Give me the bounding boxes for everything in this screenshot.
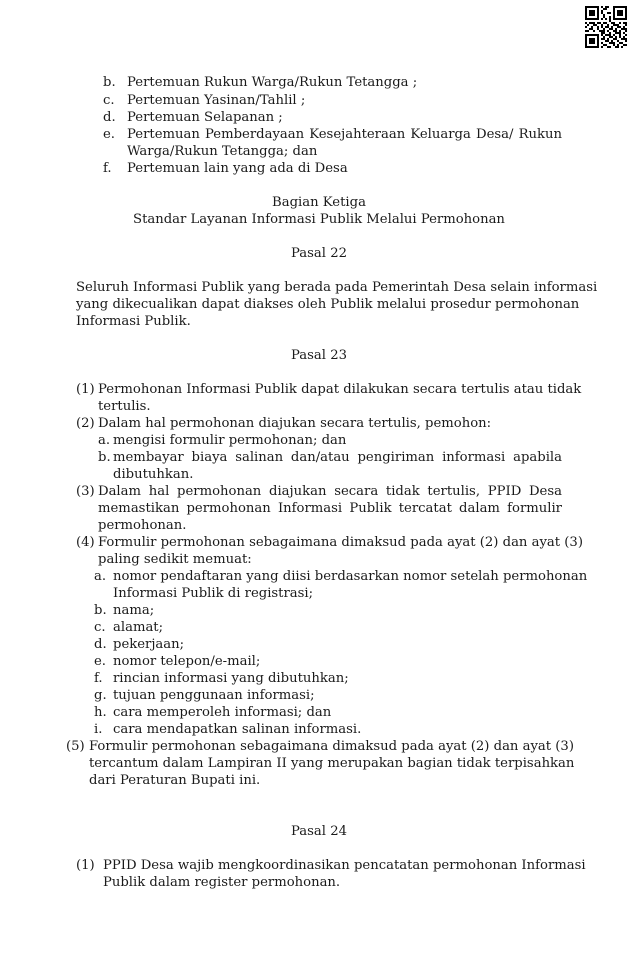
list-item-continued: Informasi Publik di registrasi; xyxy=(113,586,314,601)
list-item: cara mendapatkan salinan informasi. xyxy=(113,722,362,737)
ayat-line: Dalam hal permohonan diajukan secara tertulis, pemohon: xyxy=(98,416,492,431)
list-marker: f. xyxy=(103,161,112,176)
ayat-line: Formulir permohonan sebagaimana dimaksud pada ayat (2) dan ayat (3) xyxy=(89,739,574,754)
list-marker: b. xyxy=(103,75,116,90)
ayat-line: dari Peraturan Bupati ini. xyxy=(89,773,261,788)
list-marker: g. xyxy=(94,688,107,703)
list-item: nomor pendaftaran yang diisi berdasarkan nomor setelah permohonan xyxy=(113,569,588,584)
ayat-line: PPID Desa wajib mengkoordinasikan pencatatan permohonan Informasi xyxy=(103,858,586,873)
list-item: Pertemuan Pemberdayaan Kesejahteraan Keluarga Desa/ Rukun xyxy=(127,127,562,142)
ayat-line: paling sedikit memuat: xyxy=(98,552,252,567)
ayat-number: (3) xyxy=(76,484,95,499)
ayat-line: Dalam hal permohonan diajukan secara tidak tertulis, PPID Desa xyxy=(98,484,562,499)
list-marker: a. xyxy=(98,433,111,448)
list-item-continued: dibutuhkan. xyxy=(113,467,194,482)
paragraph-line: Seluruh Informasi Publik yang berada pada Pemerintah Desa selain informasi xyxy=(76,280,598,295)
list-marker: c. xyxy=(94,620,106,635)
ayat-line: memastikan permohonan Informasi Publik tercatat dalam formulir xyxy=(98,501,562,516)
list-item: Pertemuan lain yang ada di Desa xyxy=(127,161,348,176)
section-title: Bagian Ketiga xyxy=(272,195,366,210)
list-item: alamat; xyxy=(113,620,164,635)
qr-code xyxy=(585,6,627,48)
pasal-23-title: Pasal 23 xyxy=(291,348,347,363)
ayat-number: (2) xyxy=(76,416,95,431)
ayat-line: tertulis. xyxy=(98,399,151,414)
pasal-24-title: Pasal 24 xyxy=(291,824,347,839)
paragraph-line: yang dikecualikan dapat diakses oleh Publik melalui prosedur permohonan xyxy=(76,297,580,312)
list-marker: b. xyxy=(98,450,111,465)
ayat-number: (1) xyxy=(76,858,95,873)
ayat-number: (4) xyxy=(76,535,95,550)
list-marker: i. xyxy=(94,722,103,737)
list-marker: a. xyxy=(94,569,107,584)
ayat-line: Permohonan Informasi Publik dapat dilakukan secara tertulis atau tidak xyxy=(98,382,582,397)
list-marker: c. xyxy=(103,93,115,108)
list-marker: f. xyxy=(94,671,103,686)
ayat-number: (1) xyxy=(76,382,95,397)
ayat-line: permohonan. xyxy=(98,518,187,533)
list-item: nama; xyxy=(113,603,155,618)
list-item: mengisi formulir permohonan; dan xyxy=(113,433,347,448)
list-marker: e. xyxy=(103,127,115,142)
list-item: Pertemuan Rukun Warga/Rukun Tetangga ; xyxy=(127,75,418,90)
list-item: Pertemuan Yasinan/Tahlil ; xyxy=(127,93,306,108)
ayat-line: Publik dalam register permohonan. xyxy=(103,875,341,890)
paragraph-line: Informasi Publik. xyxy=(76,314,191,329)
ayat-number: (5) xyxy=(66,739,85,754)
ayat-line: Formulir permohonan sebagaimana dimaksud pada ayat (2) dan ayat (3) xyxy=(98,535,583,550)
section-subtitle: Standar Layanan Informasi Publik Melalui Permohonan xyxy=(133,212,505,227)
list-item: tujuan penggunaan informasi; xyxy=(113,688,315,703)
list-marker: d. xyxy=(94,637,107,652)
list-marker: e. xyxy=(94,654,106,669)
list-item-continued: Warga/Rukun Tetangga; dan xyxy=(127,144,318,159)
list-item: cara memperoleh informasi; dan xyxy=(113,705,332,720)
list-item: rincian informasi yang dibutuhkan; xyxy=(113,671,349,686)
pasal-22-title: Pasal 22 xyxy=(291,246,347,261)
ayat-line: tercantum dalam Lampiran II yang merupakan bagian tidak terpisahkan xyxy=(89,756,575,771)
list-item: membayar biaya salinan dan/atau pengiriman informasi apabila xyxy=(113,450,562,465)
list-marker: h. xyxy=(94,705,107,720)
list-item: nomor telepon/e-mail; xyxy=(113,654,261,669)
list-item: pekerjaan; xyxy=(113,637,185,652)
list-marker: d. xyxy=(103,110,116,125)
list-marker: b. xyxy=(94,603,107,618)
list-item: Pertemuan Selapanan ; xyxy=(127,110,283,125)
